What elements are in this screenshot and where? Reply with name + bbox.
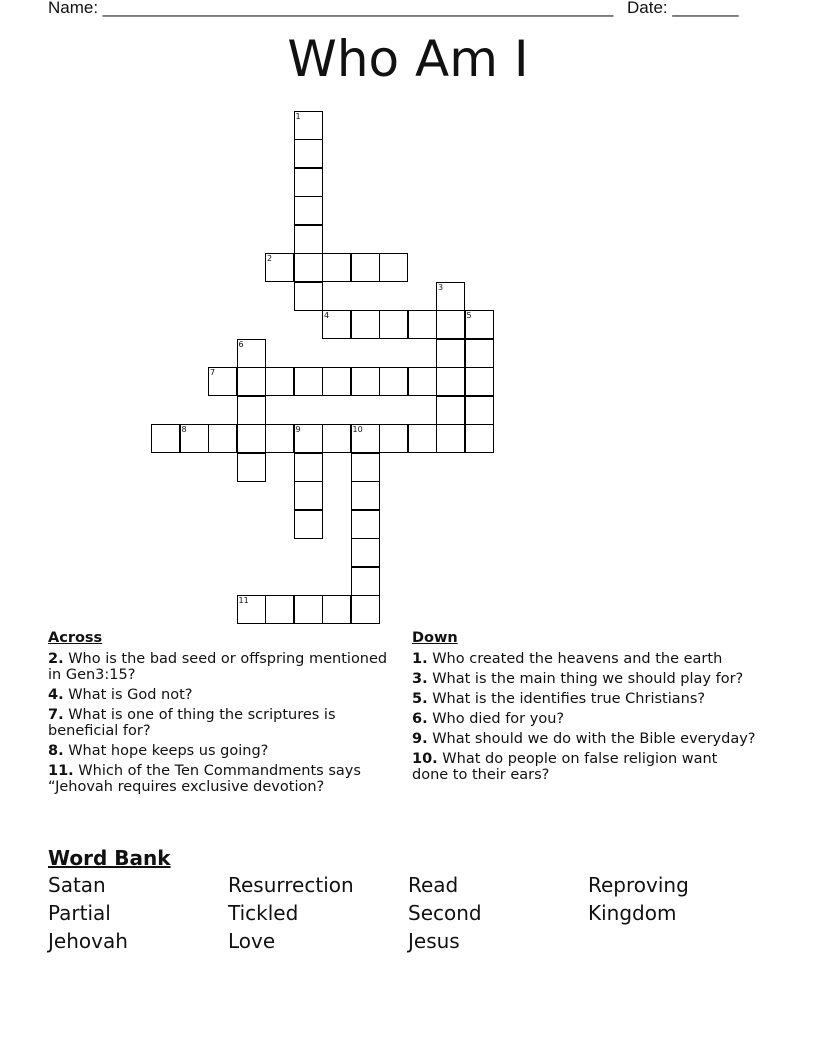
crossword-cell[interactable] bbox=[237, 424, 266, 453]
crossword-cell-4[interactable] bbox=[322, 310, 351, 339]
clue-text: What is one of thing the scriptures is beneficial for? bbox=[48, 707, 336, 739]
date-field[interactable]: Date: _______ bbox=[627, 0, 739, 17]
crossword-cell[interactable] bbox=[351, 481, 380, 510]
cell-number: 3 bbox=[438, 282, 444, 292]
cell-number: 11 bbox=[238, 596, 249, 605]
crossword-cell-3[interactable] bbox=[436, 282, 465, 311]
crossword-cell[interactable] bbox=[237, 453, 266, 482]
crossword-cell[interactable] bbox=[294, 139, 323, 168]
crossword-cell[interactable] bbox=[465, 396, 494, 425]
crossword-cell[interactable] bbox=[379, 253, 408, 282]
crossword-cell[interactable] bbox=[294, 595, 323, 624]
crossword-cell[interactable] bbox=[265, 367, 294, 396]
clue-number: 10. bbox=[412, 751, 438, 767]
clue-number: 5. bbox=[412, 691, 428, 707]
crossword-cell-11[interactable] bbox=[237, 595, 266, 624]
crossword-cell-6[interactable] bbox=[237, 339, 266, 368]
clue-across-2 bbox=[48, 651, 393, 683]
cell-number: 5 bbox=[466, 311, 472, 320]
cell-number: 2 bbox=[267, 254, 273, 263]
clue-number: 2. bbox=[48, 651, 64, 667]
clue-text: Which of the Ten Commandments says “Jehovah requires exclusive devotion? bbox=[48, 763, 361, 795]
clue-down-9 bbox=[412, 731, 757, 747]
crossword-cell-10[interactable] bbox=[351, 424, 380, 453]
clue-text: What is the main thing we should play for? bbox=[432, 671, 744, 687]
crossword-cell-2[interactable] bbox=[265, 253, 294, 282]
crossword-cell[interactable] bbox=[351, 538, 380, 567]
clue-down-1 bbox=[412, 651, 757, 667]
cell-number: 7 bbox=[210, 368, 216, 377]
crossword-cell-9[interactable] bbox=[294, 424, 323, 453]
crossword-cell[interactable] bbox=[351, 367, 380, 396]
crossword-cell[interactable] bbox=[294, 510, 323, 539]
crossword-cell[interactable] bbox=[294, 168, 323, 197]
crossword-cell[interactable] bbox=[408, 424, 437, 453]
word-bank bbox=[48, 874, 768, 952]
clue-text: What is the identifies true Christians? bbox=[432, 691, 706, 707]
crossword-cell[interactable] bbox=[351, 453, 380, 482]
crossword-cell[interactable] bbox=[322, 253, 351, 282]
crossword-cell[interactable] bbox=[408, 310, 437, 339]
crossword-cell[interactable] bbox=[465, 424, 494, 453]
crossword-cell[interactable] bbox=[379, 424, 408, 453]
clue-text: Who died for you? bbox=[432, 711, 565, 727]
clue-number: 3. bbox=[412, 671, 428, 687]
crossword-cell[interactable] bbox=[322, 424, 351, 453]
clue-number: 9. bbox=[412, 731, 428, 747]
clue-text: What hope keeps us going? bbox=[68, 743, 269, 759]
clue-down-3 bbox=[412, 671, 757, 687]
crossword-cell-7[interactable] bbox=[208, 367, 237, 396]
clue-number: 8. bbox=[48, 743, 64, 759]
clue-text: Who created the heavens and the earth bbox=[432, 651, 723, 667]
clue-text: What is God not? bbox=[68, 687, 193, 703]
crossword-cell-5[interactable] bbox=[465, 310, 494, 339]
crossword-cell[interactable] bbox=[208, 424, 237, 453]
cell-number: 10 bbox=[352, 425, 363, 434]
crossword-cell[interactable] bbox=[465, 367, 494, 396]
crossword-cell[interactable] bbox=[436, 424, 465, 453]
puzzle-title: Who Am I bbox=[287, 30, 529, 88]
crossword-cell-8[interactable] bbox=[180, 424, 209, 453]
crossword-cell[interactable] bbox=[408, 367, 437, 396]
clue-text: Who is the bad seed or offspring mentioned in Gen3:15? bbox=[48, 651, 388, 683]
crossword-cell[interactable] bbox=[436, 310, 465, 339]
down-clues bbox=[412, 630, 757, 787]
clue-number: 6. bbox=[412, 711, 428, 727]
clue-across-7 bbox=[48, 707, 393, 739]
crossword-cell[interactable] bbox=[351, 567, 380, 596]
word-bank-item: Reproving bbox=[588, 873, 689, 897]
crossword-cell[interactable] bbox=[294, 196, 323, 225]
cell-number: 9 bbox=[295, 425, 301, 434]
crossword-cell[interactable] bbox=[379, 310, 408, 339]
crossword-cell[interactable] bbox=[351, 595, 380, 624]
word-bank-item: Jesus bbox=[408, 929, 460, 953]
down-heading: Down bbox=[412, 630, 458, 646]
crossword-cell[interactable] bbox=[294, 453, 323, 482]
word-bank-title: Word Bank bbox=[48, 846, 171, 870]
clue-down-10 bbox=[412, 751, 757, 783]
crossword-cell[interactable] bbox=[265, 595, 294, 624]
clue-down-5 bbox=[412, 691, 757, 707]
cell-number: 4 bbox=[324, 311, 330, 320]
across-clues bbox=[48, 630, 393, 799]
crossword-cell[interactable] bbox=[294, 481, 323, 510]
crossword-cell[interactable] bbox=[237, 396, 266, 425]
clue-number: 4. bbox=[48, 687, 64, 703]
crossword-cell[interactable] bbox=[322, 367, 351, 396]
cell-number: 8 bbox=[181, 425, 187, 434]
crossword-cell[interactable] bbox=[294, 225, 323, 254]
clue-number: 1. bbox=[412, 651, 428, 667]
crossword-cell[interactable] bbox=[351, 310, 380, 339]
clue-number: 11. bbox=[48, 763, 74, 779]
crossword-cell[interactable] bbox=[379, 367, 408, 396]
word-bank-item: Kingdom bbox=[588, 901, 677, 925]
word-bank-item: Partial bbox=[48, 901, 111, 925]
word-bank-item: Jehovah bbox=[48, 929, 128, 953]
crossword-cell[interactable] bbox=[322, 595, 351, 624]
crossword-cell[interactable] bbox=[351, 253, 380, 282]
word-bank-item: Read bbox=[408, 873, 459, 897]
word-bank-item: Tickled bbox=[228, 901, 299, 925]
word-bank-item: Satan bbox=[48, 873, 106, 897]
cell-number: 1 bbox=[295, 111, 301, 121]
crossword-cell[interactable] bbox=[237, 367, 266, 396]
clue-text: What should we do with the Bible everyday? bbox=[432, 731, 756, 747]
clue-text: What do people on false religion want done to their ears? bbox=[412, 751, 718, 783]
crossword-cell[interactable] bbox=[436, 339, 465, 368]
crossword-cell[interactable] bbox=[436, 367, 465, 396]
crossword-cell-1[interactable] bbox=[294, 111, 323, 140]
cell-number: 6 bbox=[238, 339, 244, 349]
clue-number: 7. bbox=[48, 707, 64, 723]
clue-across-8 bbox=[48, 743, 393, 759]
clue-down-6 bbox=[412, 711, 757, 727]
clue-across-11 bbox=[48, 763, 393, 795]
crossword-cell[interactable] bbox=[465, 339, 494, 368]
crossword-cell[interactable] bbox=[351, 510, 380, 539]
crossword-cell[interactable] bbox=[265, 424, 294, 453]
crossword-cell[interactable] bbox=[151, 424, 180, 453]
crossword-cell[interactable] bbox=[294, 253, 323, 282]
crossword-cell[interactable] bbox=[294, 282, 323, 311]
word-bank-item: Love bbox=[228, 929, 276, 953]
clue-across-4 bbox=[48, 687, 393, 703]
crossword-cell[interactable] bbox=[436, 396, 465, 425]
word-bank-item: Resurrection bbox=[228, 873, 354, 897]
name-field[interactable]: Name: ______________________________________________________ bbox=[48, 0, 614, 17]
word-bank-item: Second bbox=[408, 901, 482, 925]
crossword-cell[interactable] bbox=[294, 367, 323, 396]
across-heading: Across bbox=[48, 630, 103, 646]
